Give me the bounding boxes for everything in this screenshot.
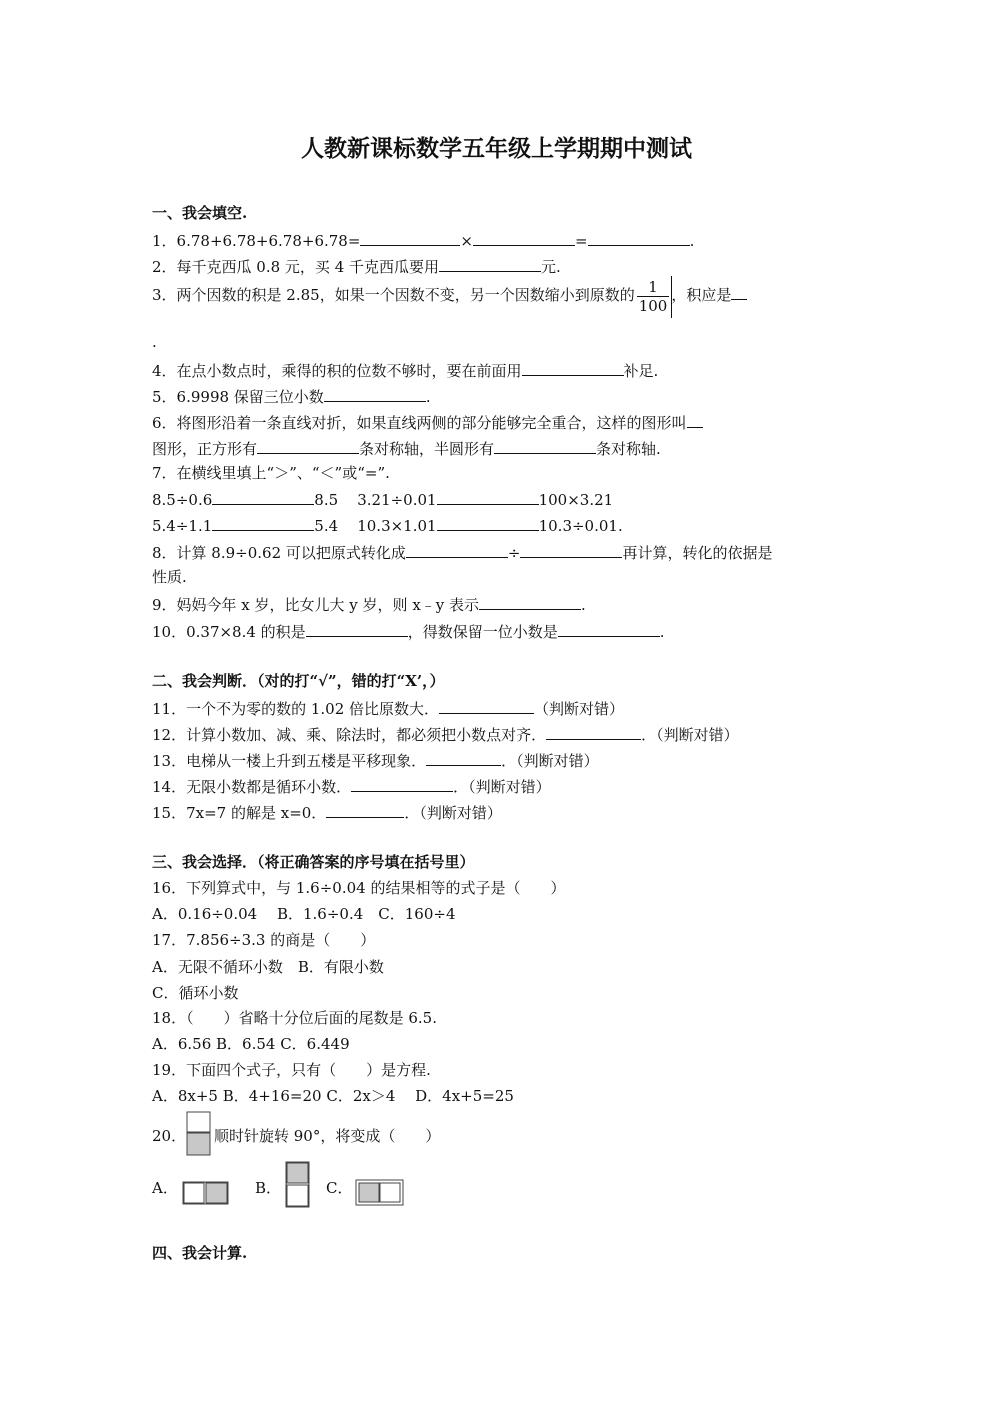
- question-17-options-c[interactable]: C．循环小数: [152, 984, 239, 1002]
- answer-blank[interactable]: [437, 488, 539, 505]
- question-20-number: 20．: [152, 1127, 187, 1145]
- option-b-figure[interactable]: [284, 1161, 312, 1209]
- question-8-line2: 性质.: [152, 568, 187, 586]
- section-calculation-heading: 四、我会计算.: [152, 1244, 248, 1262]
- section-choice-heading: 三、我会选择．（将正确答案的序号填在括号里）: [152, 853, 475, 871]
- answer-blank[interactable]: [406, 541, 508, 558]
- answer-blank[interactable]: [494, 437, 596, 454]
- answer-blank[interactable]: [351, 775, 453, 792]
- question-15: 15．7x=7 的解是 x=0． ．（判断对错）: [152, 801, 502, 823]
- question-18: 18．（ ）省略十分位后面的尾数是 6.5.: [152, 1009, 437, 1027]
- fraction: $\frac{1}{100}$: [638, 277, 668, 315]
- section-true-false-heading: 二、我会判断．（对的打“√”，错的打“X’，）: [152, 672, 445, 690]
- answer-blank[interactable]: [324, 385, 426, 402]
- question-1: 1．6.78+6.78+6.78+6.78= × = .: [152, 229, 694, 251]
- vertical-rectangle-figure: [186, 1111, 212, 1157]
- answer-blank[interactable]: [588, 229, 690, 246]
- question-16-options[interactable]: A．0.16÷0.04 B．1.6÷0.4 C．160÷4: [152, 905, 456, 923]
- answer-blank[interactable]: [520, 541, 622, 558]
- answer-blank[interactable]: [212, 488, 314, 505]
- answer-blank[interactable]: [439, 697, 534, 714]
- question-2: 2．每千克西瓜 0.8 元，买 4 千克西瓜要用 元.: [152, 255, 561, 277]
- answer-blank[interactable]: [360, 229, 460, 246]
- question-7-row2: 5.4÷1.1 5.4 10.3×1.01 10.3÷0.01.: [152, 514, 623, 536]
- section-fill-in-heading: 一、我会填空.: [152, 204, 248, 222]
- question-20: 顺时针旋转 90°，将变成（ ）: [214, 1127, 441, 1145]
- answer-blank[interactable]: [473, 229, 575, 246]
- answer-blank[interactable]: [522, 359, 624, 376]
- option-a-figure[interactable]: [182, 1180, 230, 1206]
- question-3-end: .: [152, 333, 157, 351]
- page-title: 人教新课标数学五年级上学期期中测试: [301, 135, 692, 162]
- answer-blank[interactable]: [437, 514, 539, 531]
- question-17-options[interactable]: A．无限不循环小数 B．有限小数: [152, 958, 384, 976]
- answer-blank[interactable]: [212, 514, 314, 531]
- answer-blank[interactable]: [687, 411, 703, 428]
- question-10: 10．0.37×8.4 的积是 ，得数保留一位小数是 .: [152, 620, 664, 642]
- option-b-label: B．: [255, 1179, 282, 1197]
- option-c-label: C．: [326, 1179, 353, 1197]
- option-c-figure[interactable]: [355, 1178, 405, 1208]
- answer-blank[interactable]: [558, 620, 660, 637]
- question-6-line2: 图形，正方形有 条对称轴，半圆形有 条对称轴.: [152, 437, 661, 459]
- question-8: 8．计算 8.9÷0.62 可以把原式转化成 ÷ 再计算，转化的依据是: [152, 541, 773, 563]
- answer-blank[interactable]: [257, 437, 359, 454]
- question-5: 5．6.9998 保留三位小数 .: [152, 385, 431, 407]
- question-19: 19．下面四个式子，只有（ ）是方程.: [152, 1061, 431, 1079]
- question-6: 6．将图形沿着一条直线对折，如果直线两侧的部分能够完全重合，这样的图形叫: [152, 411, 703, 433]
- question-12: 12．计算小数加、减、乘、除法时，都必须把小数点对齐． ．（判断对错）: [152, 723, 739, 745]
- option-a-label: A．: [152, 1179, 178, 1197]
- question-14: 14．无限小数都是循环小数． ．（判断对错）: [152, 775, 551, 797]
- answer-blank[interactable]: [326, 801, 404, 818]
- question-11: 11．一个不为零的数的 1.02 倍比原数大． （判断对错）: [152, 697, 624, 719]
- question-19-options[interactable]: A．8x+5 B．4+16=20 C．2x＞4 D．4x+5=25: [152, 1087, 514, 1105]
- question-7-row1: 8.5÷0.6 8.5 3.21÷0.01 100×3.21: [152, 488, 613, 510]
- answer-blank[interactable]: [426, 749, 501, 766]
- question-13: 13．电梯从一楼上升到五楼是平移现象． ．（判断对错）: [152, 749, 599, 771]
- question-3: 3．两个因数的积是 2.85，如果一个因数不变，另一个因数缩小到原数的 $\frac{1}{100}$ ，积应是: [152, 276, 747, 315]
- question-18-options[interactable]: A．6.56 B．6.54 C．6.449: [152, 1035, 350, 1053]
- answer-blank[interactable]: [731, 283, 747, 300]
- answer-blank[interactable]: [306, 620, 408, 637]
- answer-blank[interactable]: [439, 255, 541, 272]
- answer-blank[interactable]: [479, 593, 581, 610]
- question-17: 17．7.856÷3.3 的商是（ ）: [152, 931, 376, 949]
- question-16: 16．下列算式中，与 1.6÷0.04 的结果相等的式子是（ ）: [152, 879, 566, 897]
- question-4: 4．在点小数点时，乘得的积的位数不够时，要在前面用 补足.: [152, 359, 658, 381]
- question-9: 9．妈妈今年 x 岁，比女儿大 y 岁，则 x﹣y 表示 .: [152, 593, 586, 615]
- question-7: 7．在横线里填上“＞”、“＜”或“=”.: [152, 464, 390, 482]
- answer-blank[interactable]: [546, 723, 641, 740]
